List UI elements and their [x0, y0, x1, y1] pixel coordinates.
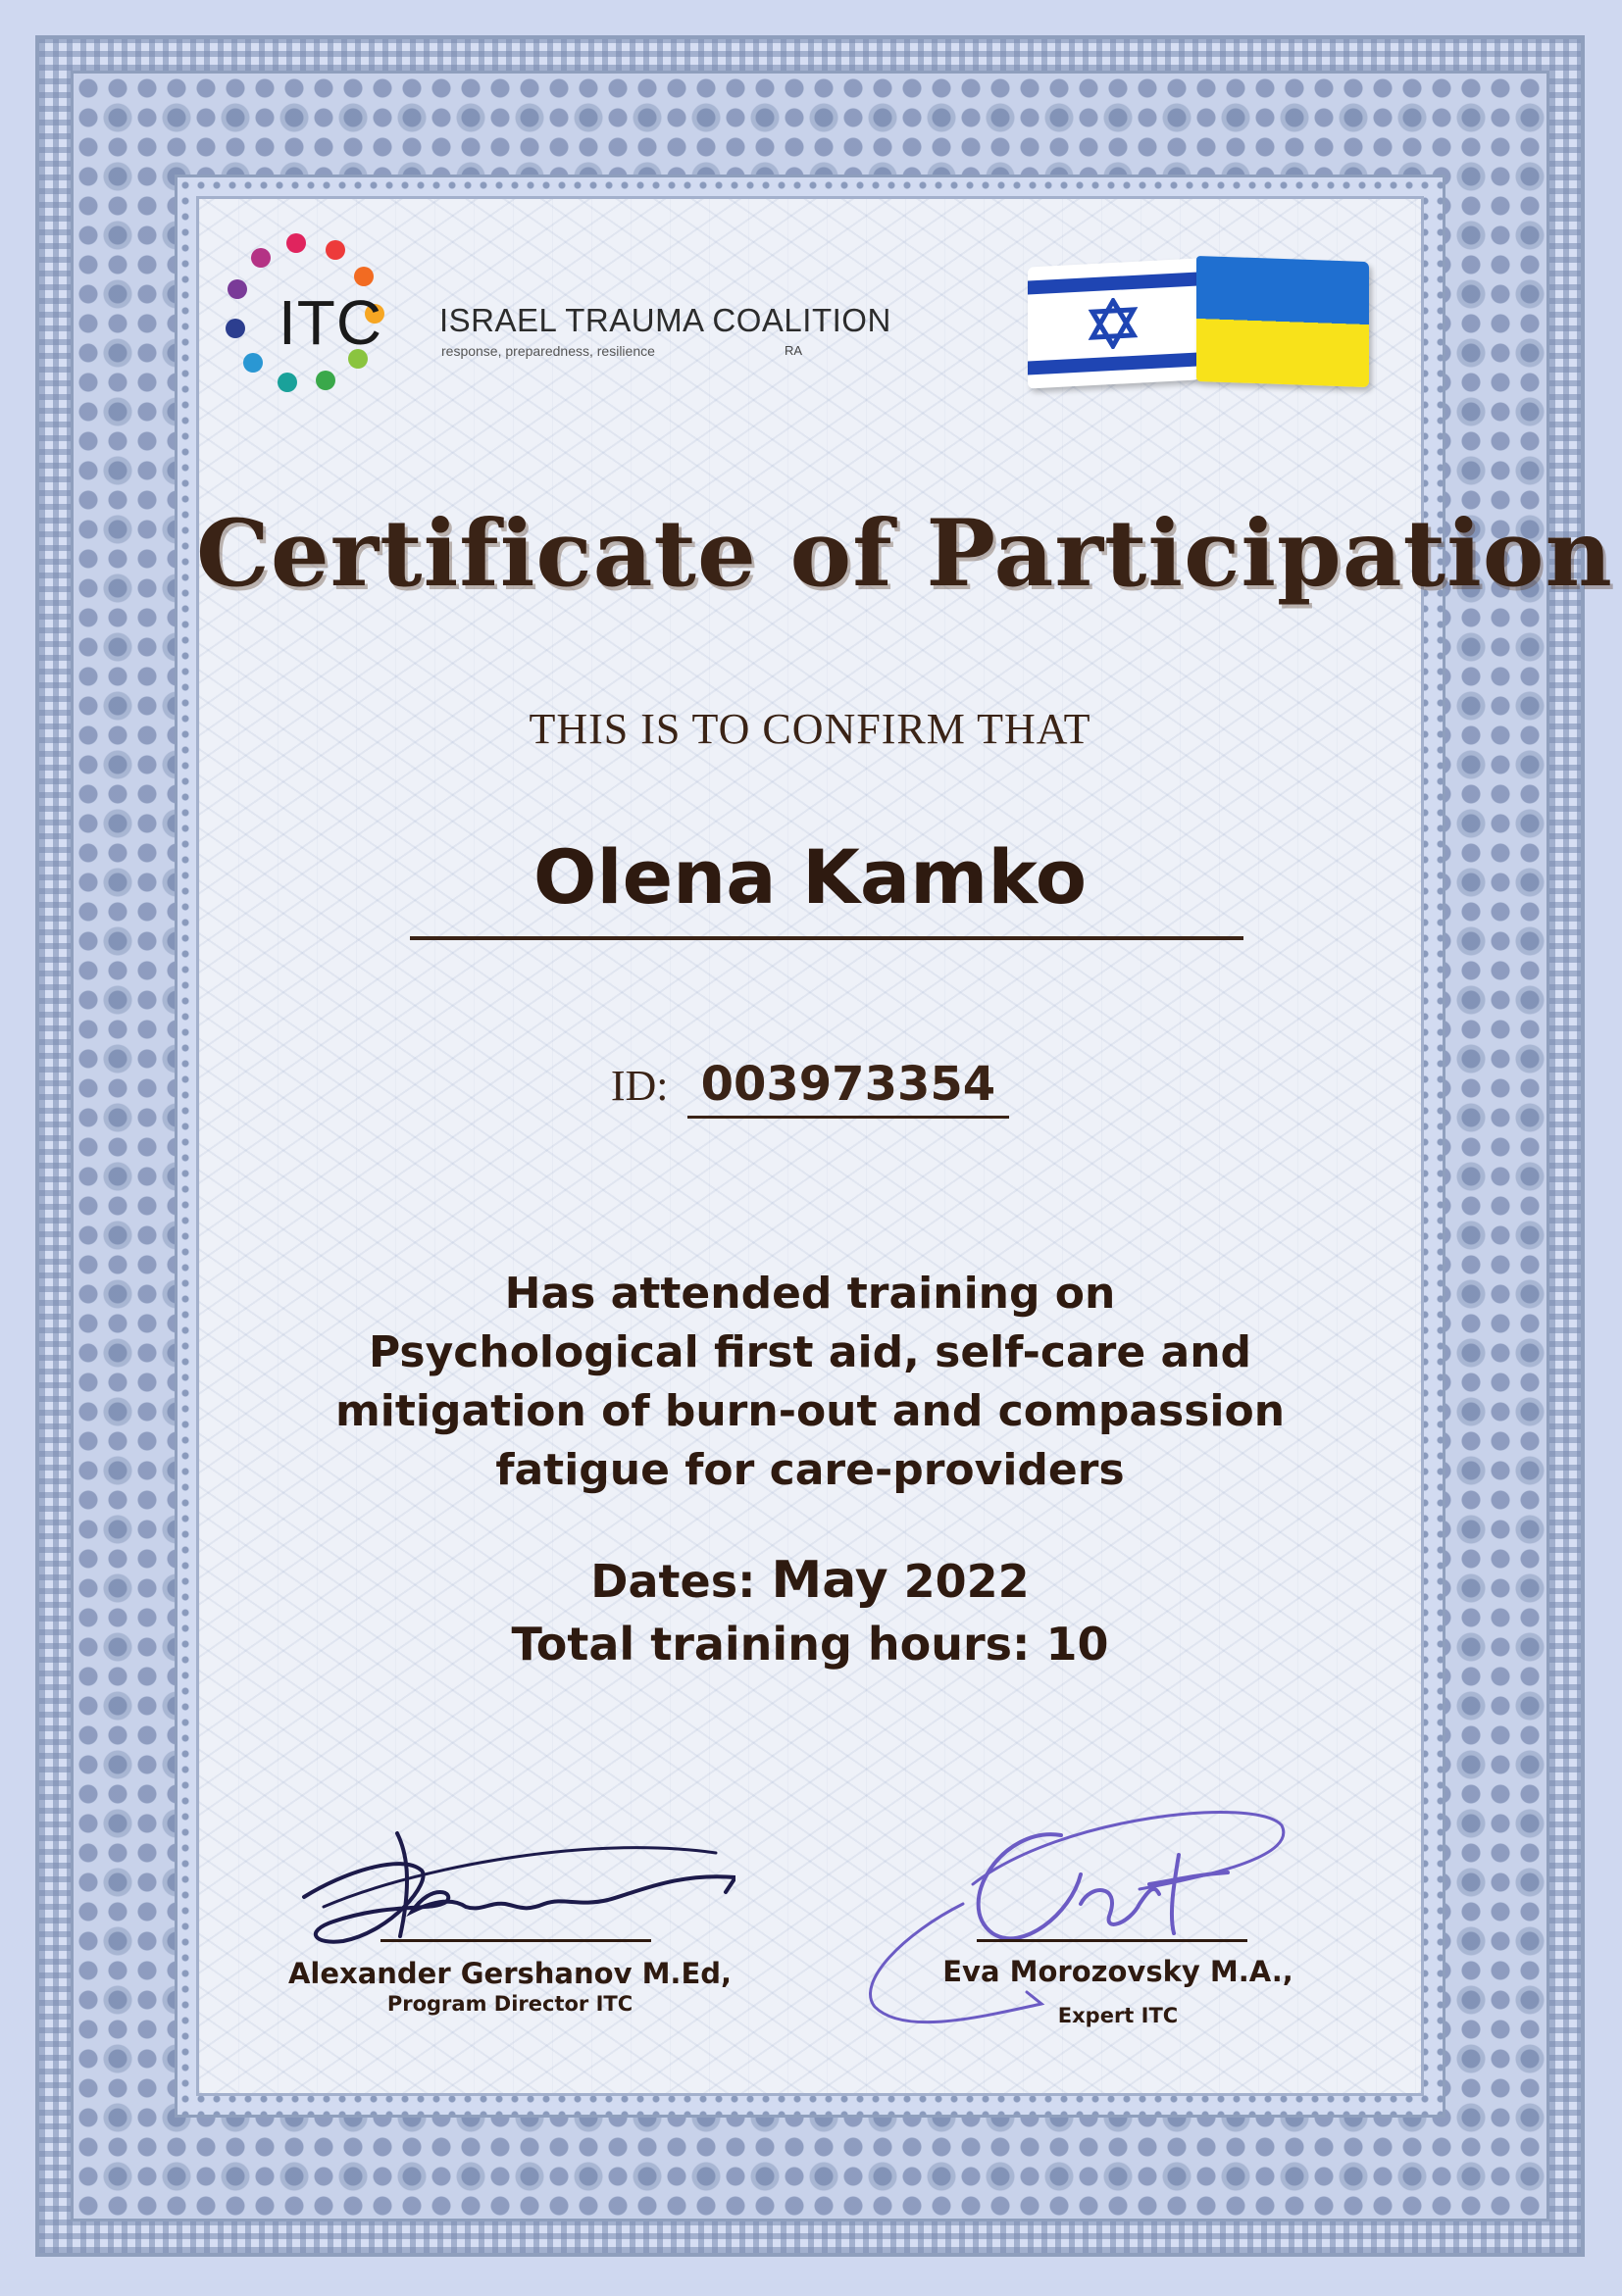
dates-month: May — [771, 1551, 888, 1610]
total-training-hours: Total training hours: 10 — [511, 1618, 1109, 1671]
logo-organization-name: ISRAEL TRAUMA COALITION — [439, 302, 891, 338]
logo-tagline: response, preparedness, resilience — [441, 343, 655, 359]
training-line: mitigation of burn-out and compassion — [334, 1386, 1286, 1436]
logo-dot — [326, 240, 345, 260]
recipient-name: Olena Kamko — [532, 833, 1088, 921]
logo-dot — [286, 233, 306, 253]
logo-mark: ITC — [279, 287, 383, 358]
israel-flag-icon — [1028, 258, 1198, 388]
training-line: fatigue for care-providers — [495, 1445, 1125, 1495]
logo-suffix: RA — [785, 343, 803, 358]
dates-row — [196, 1551, 1424, 1610]
israel-flag-bottom-stripe — [1028, 352, 1198, 374]
logo-dot — [228, 279, 247, 299]
left-signature-line — [380, 1939, 651, 1942]
id-value: 003973354 — [687, 1057, 1010, 1119]
israel-flag-top-stripe — [1028, 272, 1198, 294]
id-label: ID: — [610, 1062, 669, 1110]
right-signer-role: Expert ITC — [1057, 2004, 1179, 2027]
itc-logo — [226, 235, 891, 422]
ukraine-flag-icon — [1196, 256, 1369, 387]
logo-dot — [354, 267, 374, 286]
certificate-title: Certificate of Participation — [196, 500, 1613, 608]
dates-year: 2022 — [903, 1555, 1030, 1608]
training-line: Has attended training on — [504, 1269, 1116, 1319]
logo-dot — [278, 373, 297, 392]
left-signer-name: Alexander Gershanov M.Ed, — [287, 1957, 733, 1990]
dates-label: Dates: — [590, 1555, 756, 1608]
logo-dot — [226, 319, 245, 338]
confirm-text: THIS IS TO CONFIRM THAT — [529, 705, 1091, 753]
logo-dot — [316, 371, 335, 390]
logo-dot — [251, 248, 271, 268]
id-row — [196, 1057, 1424, 1119]
star-of-david-icon — [1088, 297, 1139, 351]
training-description — [196, 1265, 1424, 1500]
right-signature-line — [977, 1939, 1247, 1942]
right-signer-name: Eva Morozovsky M.A., — [942, 1955, 1293, 1988]
recipient-name-underline — [410, 936, 1243, 940]
training-line: Psychological first aid, self-care and — [368, 1327, 1252, 1377]
left-signer-role: Program Director ITC — [386, 1992, 634, 2016]
logo-dot — [243, 353, 263, 373]
flags — [1028, 253, 1373, 400]
